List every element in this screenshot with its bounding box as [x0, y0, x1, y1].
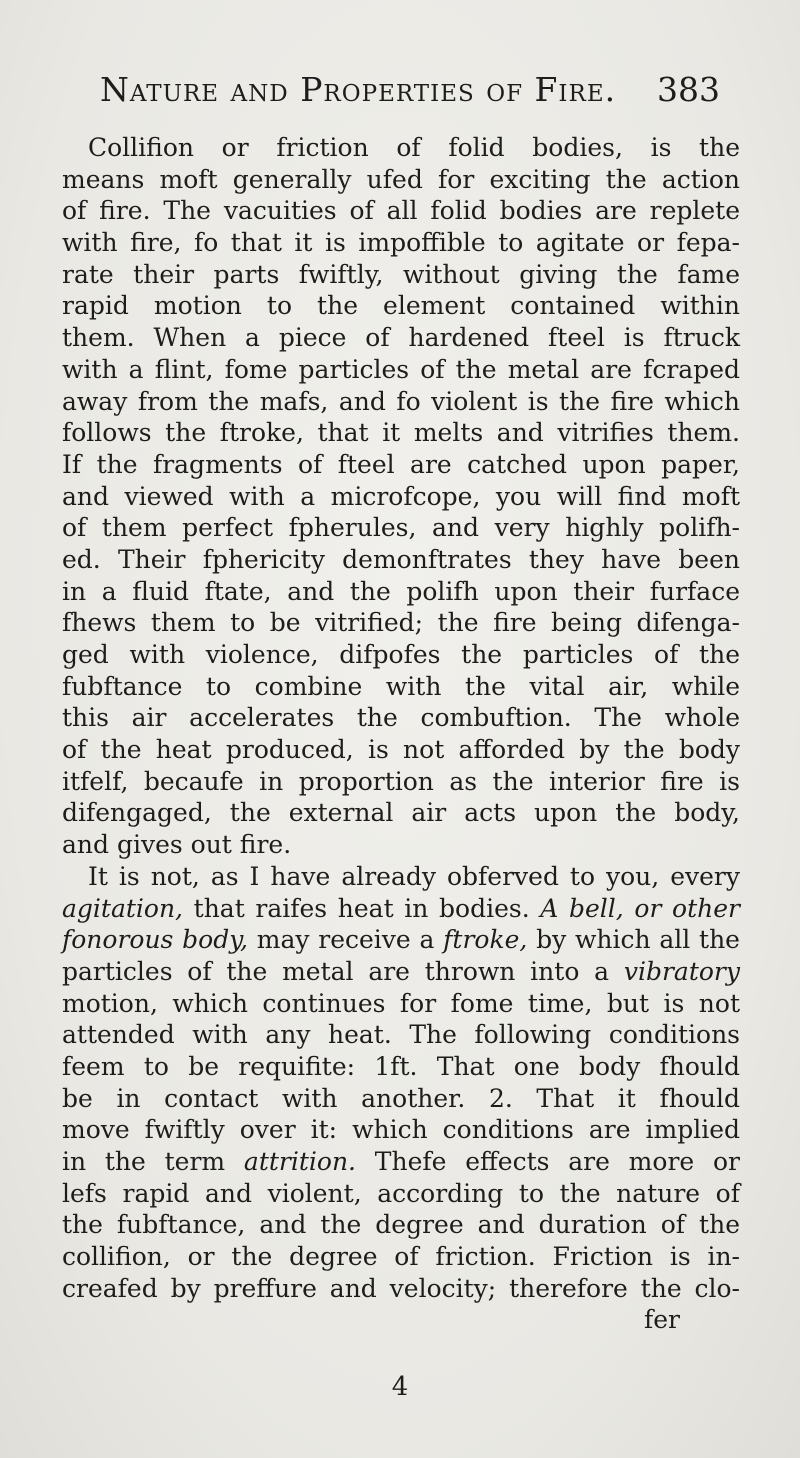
- text-line: feem to be requifite: 1ft. That one body fhould: [62, 1051, 740, 1081]
- text-line: If the fragments of fteel are catched upon paper,: [62, 449, 740, 479]
- text-line: fubftance to combine with the vital air, while: [62, 671, 740, 701]
- text-line: and viewed with a microfcope, you will find moft: [62, 481, 740, 511]
- italic-phrase: agitation,: [62, 893, 183, 923]
- text-line: lefs rapid and violent, according to the nature of: [62, 1178, 740, 1208]
- paragraph-1: [62, 132, 740, 861]
- text-line: difengaged, the external air acts upon the body,: [62, 798, 740, 828]
- text-line: means moft generally ufed for exciting the action: [62, 164, 740, 194]
- running-head: Nature and Properties of Fire.: [100, 70, 617, 109]
- text-line: be in contact with another. 2. That it fhould: [62, 1083, 740, 1113]
- text-line: this air accelerates the combuftion. The whole: [62, 703, 740, 733]
- text-line: with fire, fo that it is impoffible to agitate or fepa-: [62, 228, 740, 258]
- text-line: move fwiftly over it: which conditions are implied: [62, 1115, 740, 1145]
- text-line: attended with any heat. The following conditions: [62, 1020, 740, 1050]
- text-line-with-italics: fonorous body, may receive a ftroke, by which all the: [62, 925, 740, 955]
- text-line-with-italics: particles of the metal are thrown into a vibratory: [62, 956, 740, 986]
- text-line: rate their parts fwiftly, without giving the fame: [62, 259, 740, 289]
- text-line: in a fluid ftate, and the polifh upon their furface: [62, 576, 740, 606]
- page-header: [100, 70, 720, 120]
- text-line: It is not, as I have already obferved to you, every: [88, 861, 740, 891]
- text-line: away from the mafs, and fo violent is the fire which: [62, 386, 740, 416]
- page-number: 383: [657, 70, 720, 109]
- text-line: them. When a piece of hardened fteel is ftruck: [62, 323, 740, 353]
- italic-phrase: A bell,: [540, 893, 624, 923]
- italic-phrase: fonorous body,: [62, 925, 248, 955]
- text-line: of fire. The vacuities of all folid bodies are replete: [62, 196, 740, 226]
- text-line: ed. Their fphericity demonftrates they have been: [62, 544, 740, 574]
- text-line: with a flint, fome particles of the metal are fcraped: [62, 354, 740, 384]
- text-line: motion, which continues for fome time, but is not: [62, 988, 740, 1018]
- text-line: Collifion or friction of folid bodies, is the: [88, 133, 740, 162]
- italic-phrase: ftroke,: [443, 925, 528, 955]
- text-line: the fubftance, and the degree and duration of the: [62, 1210, 740, 1240]
- text-line: ged with violence, difpofes the particles of the: [62, 640, 740, 669]
- text-line: creafed by preffure and velocity; therefore the clo-: [62, 1273, 740, 1303]
- italic-phrase: attrition.: [243, 1147, 357, 1176]
- text-line: of them perfect fpherules, and very highly polifh-: [62, 513, 740, 543]
- text-line: fhews them to be vitrified; the fire being difenga-: [62, 608, 740, 638]
- italic-phrase: or other: [634, 893, 741, 923]
- catchword: fer: [644, 1305, 680, 1335]
- paragraph-2: [62, 861, 740, 1305]
- body-text: [62, 132, 740, 1336]
- text-line: and gives out fire.: [62, 830, 292, 860]
- text-line: follows the ftroke, that it melts and vitrifies them.: [62, 418, 740, 448]
- text-line: collifion, or the degree of friction. Friction is in-: [62, 1242, 740, 1272]
- signature-mark: 4: [391, 1372, 409, 1402]
- italic-phrase: vibratory: [623, 956, 740, 986]
- text-line-with-italics: agitation, that raifes heat in bodies. A bell, or other: [62, 893, 741, 923]
- text-line: itfelf, becaufe in proportion as the interior fire is: [62, 766, 740, 796]
- text-line-with-italics: in the term attrition. Thefe effects are more or: [62, 1147, 740, 1176]
- text-line: of the heat produced, is not afforded by the body: [62, 735, 740, 765]
- text-line: rapid motion to the element contained within: [62, 291, 740, 321]
